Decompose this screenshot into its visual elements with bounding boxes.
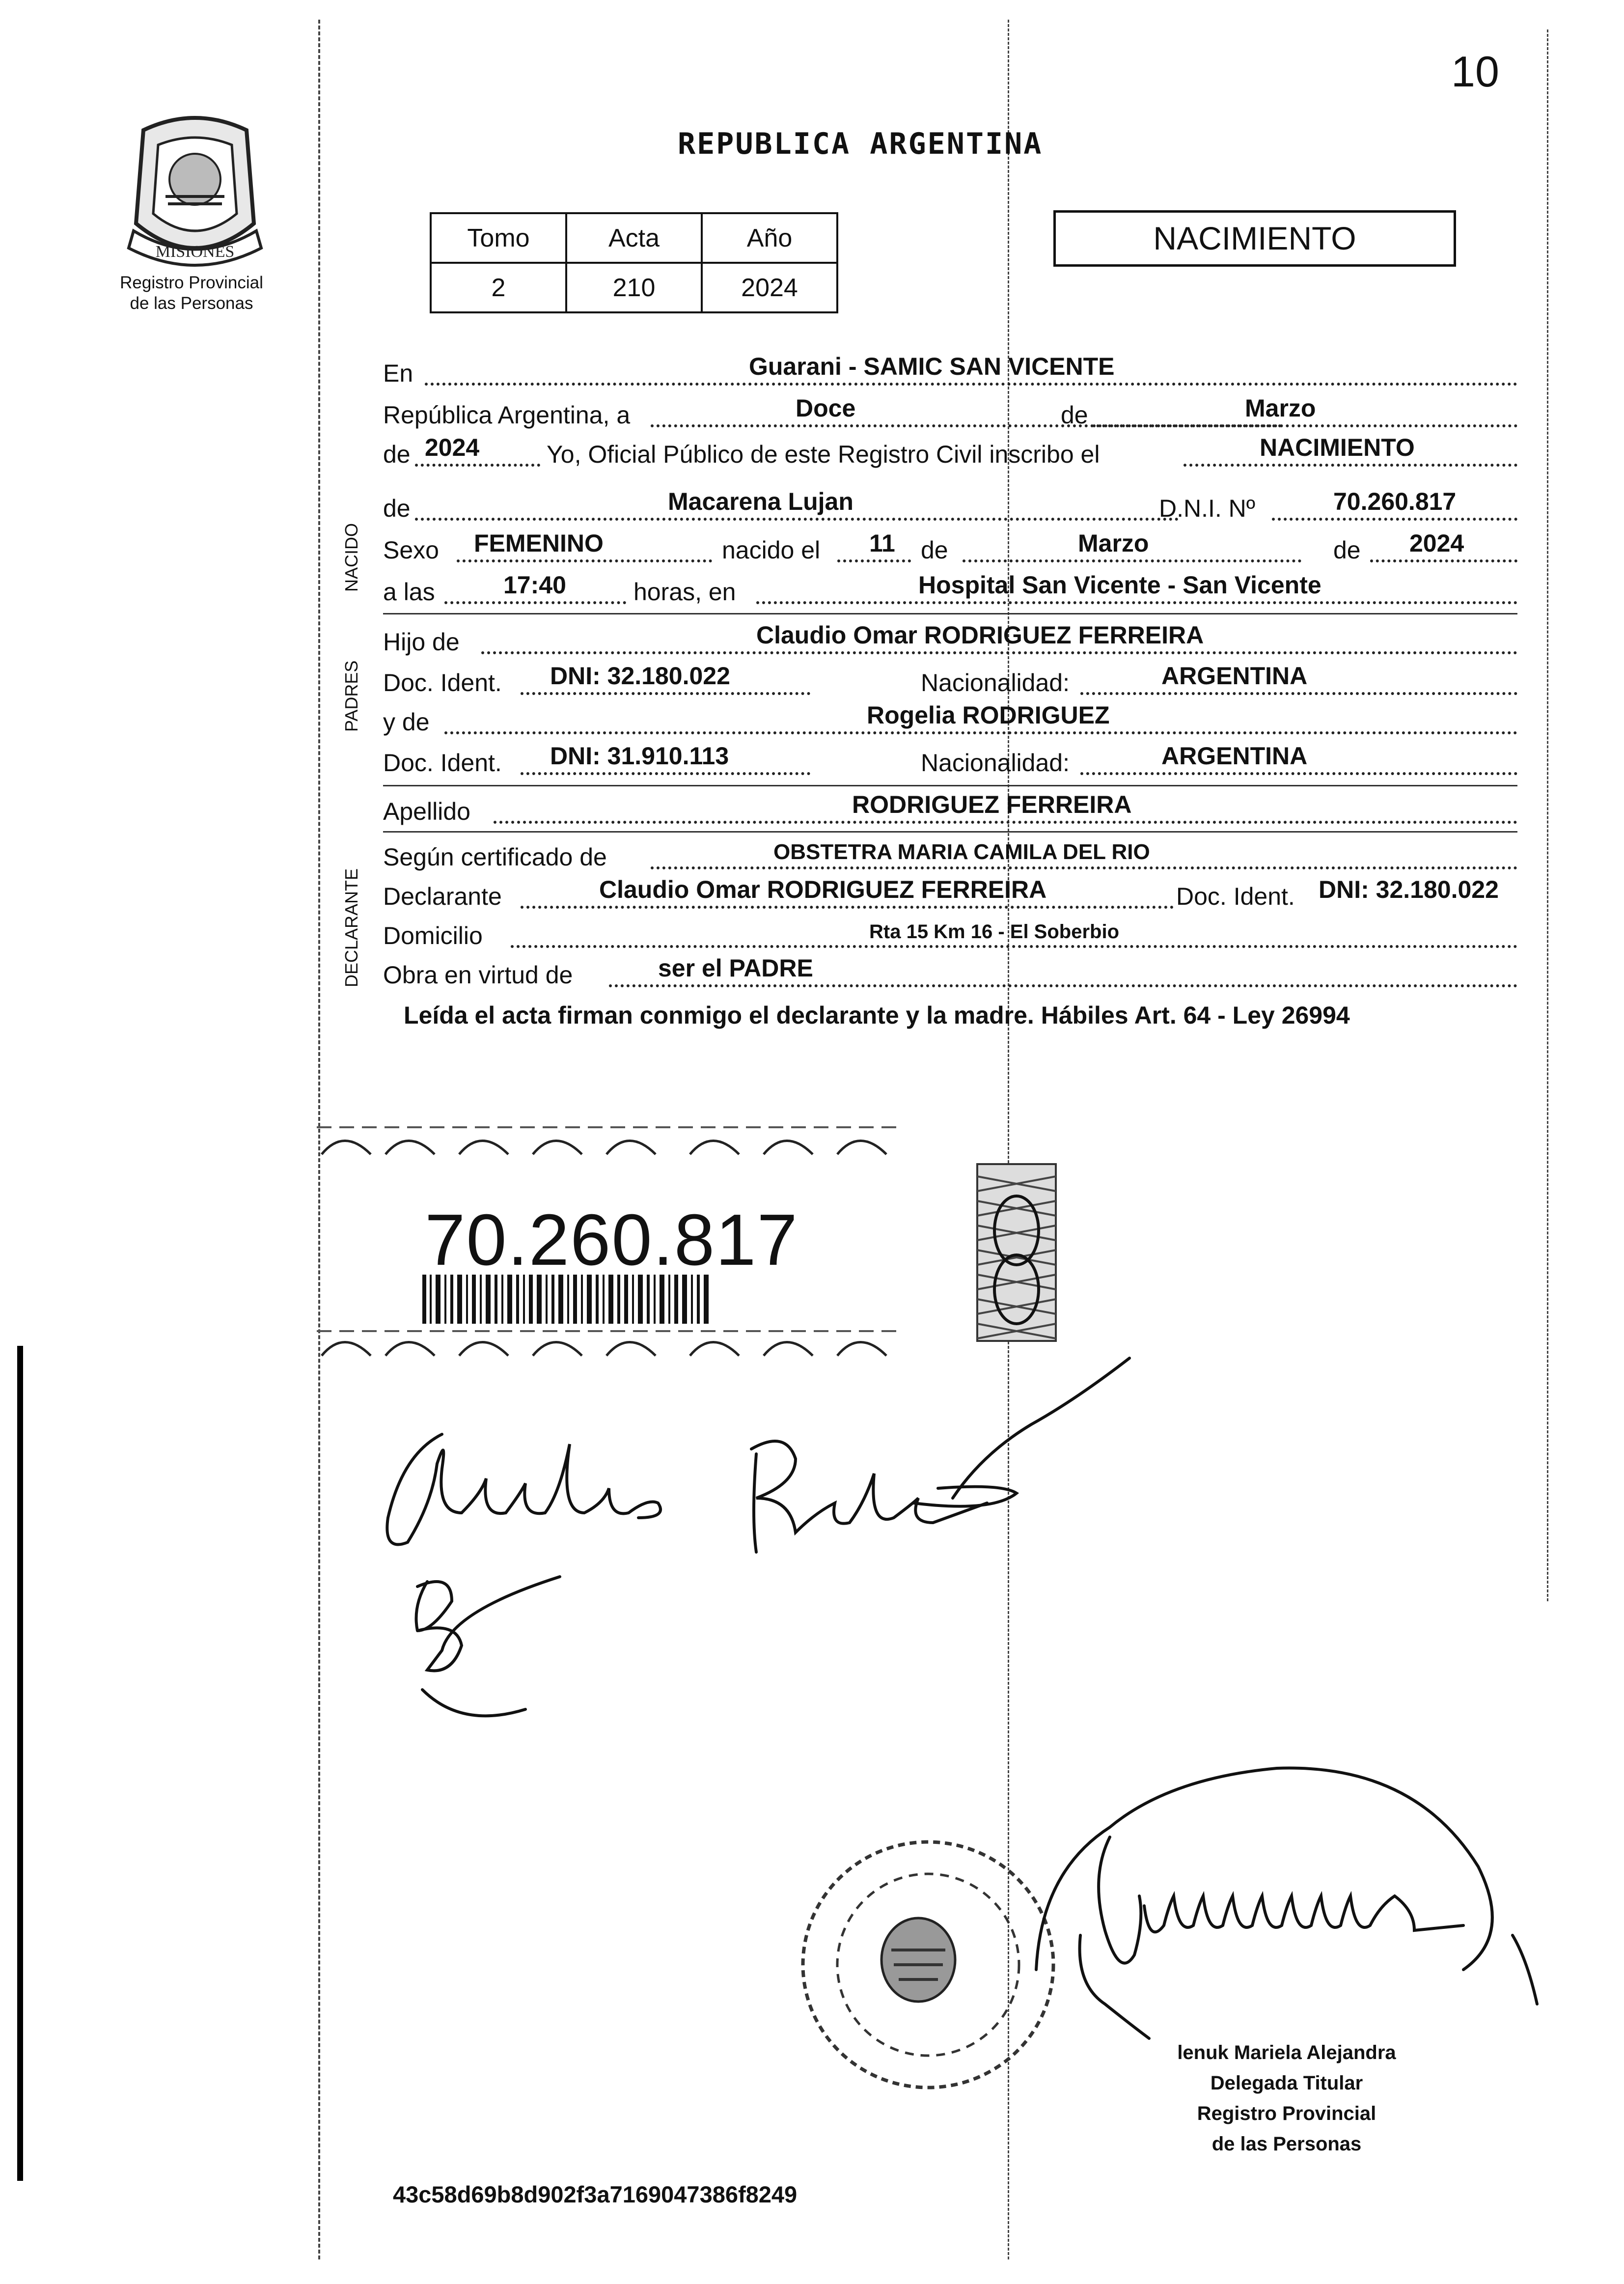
- label-de-year: de: [383, 441, 411, 468]
- value-surname: RODRIGUEZ FERREIRA: [852, 791, 1132, 818]
- value-mother-name: Rogelia RODRIGUEZ: [867, 701, 1110, 729]
- closing-note: Leída el acta firman conmigo el declarante y la madre. Hábiles Art. 64 - Ley 26994: [404, 1002, 1350, 1029]
- dots: [457, 559, 712, 562]
- label-y-de: y de: [383, 708, 430, 736]
- value-mother-nationality: ARGENTINA: [1161, 742, 1308, 770]
- side-label-padres: PADRES: [341, 660, 361, 732]
- row-certificate: [383, 835, 1517, 874]
- label-de-month: de: [921, 536, 948, 564]
- section-divider: [383, 613, 1517, 614]
- dots: [1093, 424, 1517, 427]
- label-de: de: [1061, 401, 1088, 429]
- value-sex: FEMENINO: [474, 529, 604, 557]
- volume-header-ano: Año: [702, 213, 837, 263]
- row-name: [383, 486, 1517, 526]
- official-name: lenuk Mariela Alejandra: [1177, 2042, 1396, 2063]
- label-dni: D.N.I. Nº: [1159, 495, 1256, 522]
- section-divider: [383, 831, 1517, 833]
- dots: [1184, 464, 1517, 467]
- value-record: NACIMIENTO: [1260, 434, 1415, 461]
- dots: [415, 518, 1179, 521]
- label-de-birth-year: de: [1333, 536, 1361, 564]
- province-seal: [114, 111, 276, 273]
- value-birth-time: 17:40: [503, 571, 566, 599]
- dots: [521, 906, 1174, 909]
- dots: [444, 731, 1517, 734]
- label-segun: Según certificado de: [383, 843, 607, 871]
- dots: [481, 651, 1517, 654]
- volume-acta: 210: [566, 263, 702, 312]
- dots: [609, 984, 1517, 987]
- dots: [1080, 772, 1517, 775]
- dots: [651, 866, 1517, 869]
- dots: [415, 464, 540, 467]
- label-en: En: [383, 360, 413, 387]
- section-divider: [383, 785, 1517, 786]
- label-yo: Yo, Oficial Público de este Registro Civil inscribo el: [547, 441, 1100, 468]
- value-certificate: OBSTETRA MARIA CAMILA DEL RIO: [773, 840, 1150, 864]
- declarant-signature: [363, 1356, 1149, 1749]
- label-doc-ident: Doc. Ident.: [383, 669, 502, 696]
- side-label-declarante: DECLARANTE: [341, 868, 361, 987]
- row-mother-doc: [383, 741, 1517, 780]
- dots: [963, 559, 1301, 562]
- value-month: Marzo: [1245, 394, 1316, 422]
- label-domicilio: Domicilio: [383, 922, 483, 949]
- row-capacity: [383, 953, 1517, 992]
- value-capacity: ser el PADRE: [658, 954, 813, 982]
- dots: [1080, 692, 1517, 695]
- dots: [425, 383, 1517, 386]
- label-doc-ident: Doc. Ident.: [1176, 883, 1295, 910]
- row-place: [383, 351, 1517, 390]
- label-horas-en: horas, en: [633, 578, 736, 606]
- registry-name: [93, 273, 290, 314]
- official-role: Delegada Titular: [1210, 2072, 1363, 2094]
- volume-header-acta: Acta: [566, 213, 702, 263]
- label-declarante: Declarante: [383, 883, 502, 910]
- value-birth-month: Marzo: [1078, 529, 1149, 557]
- row-time-place: [383, 570, 1517, 609]
- value-declarant-doc: DNI: 32.180.022: [1319, 876, 1499, 903]
- volume-table: [430, 212, 838, 313]
- row-date: [383, 393, 1517, 432]
- label-de-name: de: [383, 495, 411, 522]
- volume-tomo: 2: [431, 263, 566, 312]
- dots: [444, 601, 626, 604]
- row-father: [383, 620, 1517, 659]
- value-father-name: Claudio Omar RODRIGUEZ FERREIRA: [756, 621, 1204, 649]
- value-address: Rta 15 Km 16 - El Soberbio: [869, 921, 1120, 943]
- dots: [756, 601, 1517, 604]
- value-dni: 70.260.817: [1333, 488, 1457, 515]
- dots: [521, 692, 810, 695]
- value-father-nationality: ARGENTINA: [1161, 662, 1308, 690]
- registry-name-line2: de las Personas: [130, 294, 253, 313]
- value-declarant: Claudio Omar RODRIGUEZ FERREIRA: [599, 876, 1047, 903]
- value-father-doc: DNI: 32.180.022: [550, 662, 730, 690]
- official-org-line2: de las Personas: [1211, 2133, 1362, 2155]
- dots: [1272, 518, 1517, 521]
- row-mother: [383, 700, 1517, 739]
- volume-ano: 2024: [702, 263, 837, 312]
- row-declarant: [383, 874, 1517, 914]
- value-mother-doc: DNI: 31.910.113: [550, 742, 729, 770]
- label-sexo: Sexo: [383, 536, 439, 564]
- row-address: [383, 914, 1517, 953]
- label-doc-ident: Doc. Ident.: [383, 749, 502, 777]
- right-margin-line: [1547, 29, 1548, 1601]
- document-hash: 43c58d69b8d902f3a7169047386f8249: [393, 2181, 798, 2207]
- label-apellido: Apellido: [383, 798, 470, 825]
- value-year: 2024: [425, 434, 480, 461]
- row-registration: [383, 432, 1517, 472]
- record-type-box: NACIMIENTO: [1053, 210, 1456, 267]
- value-day-text: Doce: [796, 394, 856, 422]
- dots: [494, 821, 1517, 824]
- label-obra: Obra en virtud de: [383, 961, 573, 989]
- dots: [521, 772, 810, 775]
- label-nacionalidad: Nacionalidad:: [921, 669, 1070, 696]
- svg-text:MISIONES: MISIONES: [155, 243, 235, 261]
- value-birth-place: Hospital San Vicente - San Vicente: [918, 571, 1321, 599]
- label-nacionalidad: Nacionalidad:: [921, 749, 1070, 777]
- row-surname: [383, 789, 1517, 829]
- security-hologram: [975, 1162, 1058, 1343]
- registry-name-line1: Registro Provincial: [120, 273, 263, 292]
- scan-edge-mark: [17, 1346, 23, 2181]
- dots: [511, 945, 1517, 948]
- value-name: Macarena Lujan: [668, 488, 853, 515]
- dots: [1370, 559, 1517, 562]
- side-label-nacido: NACIDO: [341, 523, 361, 592]
- sticker-dni-number: 70.260.817: [425, 1199, 798, 1281]
- value-birth-day: 11: [869, 529, 895, 557]
- official-org-line1: Registro Provincial: [1197, 2103, 1376, 2124]
- label-republica: República Argentina, a: [383, 401, 631, 429]
- document-title: REPUBLICA ARGENTINA: [678, 127, 1043, 161]
- page-number: 10: [1451, 47, 1499, 96]
- official-name-block: [1115, 2037, 1459, 2159]
- label-nacido-el: nacido el: [722, 536, 821, 564]
- row-father-doc: [383, 661, 1517, 700]
- official-signature: [1021, 1749, 1562, 2063]
- volume-header-tomo: Tomo: [431, 213, 566, 263]
- value-birth-year: 2024: [1409, 529, 1464, 557]
- value-place: Guarani - SAMIC SAN VICENTE: [749, 353, 1115, 380]
- label-a-las: a las: [383, 578, 435, 606]
- row-sex-birth: [383, 528, 1517, 567]
- dots: [837, 559, 911, 562]
- label-hijo-de: Hijo de: [383, 628, 460, 656]
